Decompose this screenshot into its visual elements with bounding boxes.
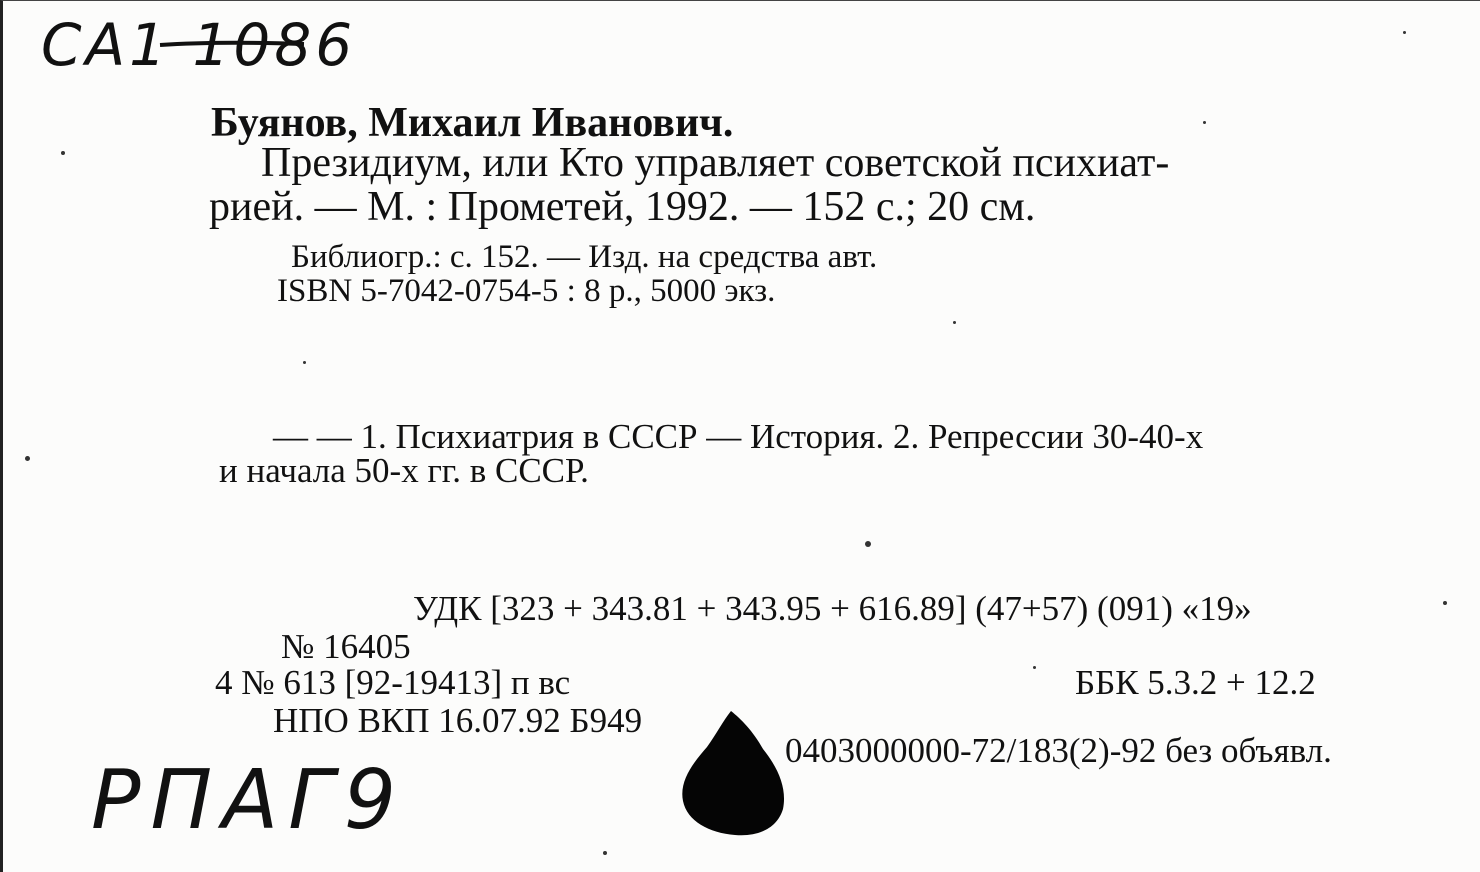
note-bibliography: Библиогр.: с. 152. — Изд. на средства авт.	[291, 239, 878, 275]
noise-speck	[1443, 601, 1447, 605]
noise-speck	[61, 151, 65, 155]
punch-hole	[679, 709, 789, 837]
subjects-line-1: — — 1. Психиатрия в СССР — История. 2. Репрессии 30-40-х	[273, 417, 1204, 456]
handwritten-overline	[158, 39, 308, 49]
bbk-line: ББК 5.3.2 + 12.2	[1075, 663, 1316, 702]
udk-line: УДК [323 + 343.81 + 343.95 + 616.89] (47+57) (091) «19»	[413, 589, 1252, 628]
noise-speck	[25, 456, 30, 461]
order-line: 4 № 613 [92-19413] п вс	[215, 663, 571, 702]
title-line-2: рией. — М. : Прометей, 1992. — 152 с.; 20 см.	[209, 184, 1036, 230]
noise-speck	[303, 361, 306, 364]
noise-speck	[865, 541, 871, 547]
noise-speck	[603, 851, 607, 855]
noise-speck	[1033, 666, 1036, 669]
npo-line: НПО ВКП 16.07.92 Б949	[273, 701, 643, 740]
subjects-line-2: и начала 50-х гг. в СССР.	[219, 451, 589, 490]
noise-speck	[1203, 121, 1206, 124]
title-line-1: Президиум, или Кто управляет советской психиат-	[261, 140, 1170, 186]
note-isbn: ISBN 5-7042-0754-5 : 8 р., 5000 экз.	[277, 273, 776, 309]
handwritten-code-top: CA1 1086	[41, 11, 357, 79]
handwritten-code-bottom: РПАГ9	[91, 753, 407, 848]
code-line: 0403000000-72/183(2)-92 без объявл.	[785, 731, 1332, 770]
card-number: № 16405	[281, 627, 411, 666]
author-heading: Буянов, Михаил Иванович.	[211, 100, 734, 146]
noise-speck	[1403, 31, 1406, 34]
noise-speck	[953, 321, 956, 324]
